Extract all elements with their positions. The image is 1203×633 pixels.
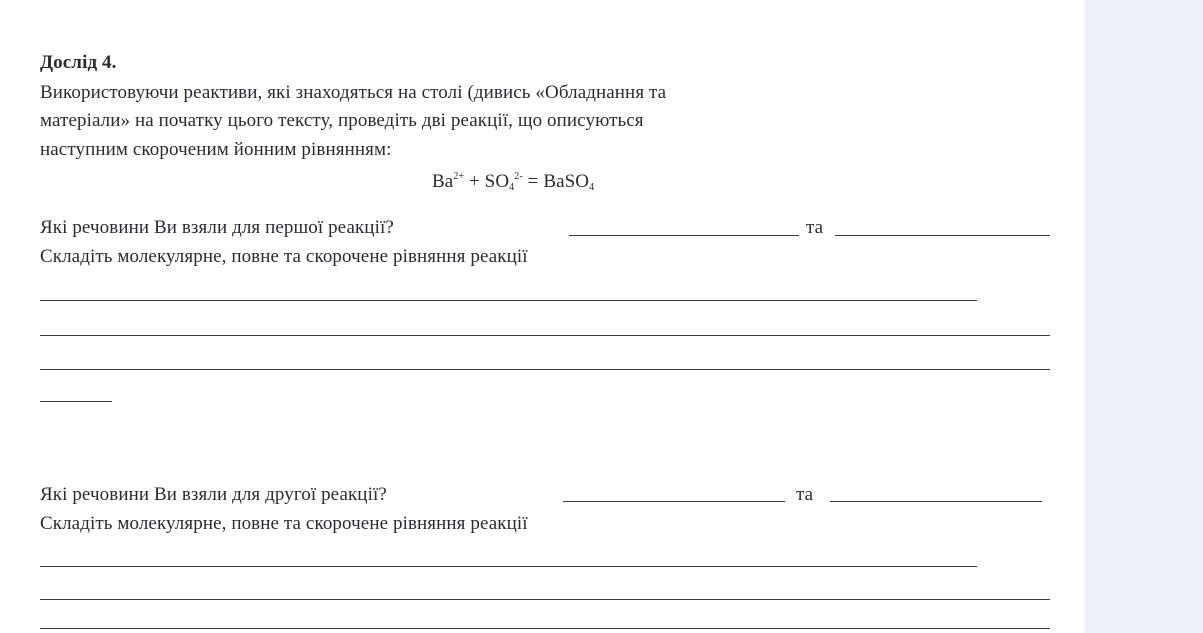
second-reaction-question: Які речовини Ви взяли для другої реакції? [40, 484, 387, 505]
intro-line-1: Використовуючи реактиви, які знаходяться на столі (дивись «Обладнання та [40, 82, 667, 103]
first-reagent-2-blank [835, 235, 1050, 236]
experiment-title: Дослід 4. [40, 52, 117, 73]
second-reaction-and: та [796, 484, 814, 505]
first-reagent-1-blank [569, 235, 799, 236]
second-answer-line-2 [40, 599, 1050, 600]
ionic-equation [432, 166, 594, 199]
equation-sulfate: SO [484, 171, 510, 192]
second-reaction-instruction: Складіть молекулярне, повне та скорочене рівняння реакції [40, 513, 528, 534]
equation-barium: Ba [432, 171, 454, 192]
equation-plus: + [464, 171, 485, 192]
second-reagent-1-blank [563, 501, 785, 502]
first-answer-line-1 [40, 300, 977, 301]
intro-line-3: наступним скороченим йонним рівнянням: [40, 139, 392, 160]
second-reagent-2-blank [830, 501, 1042, 502]
first-answer-line-4 [40, 401, 112, 402]
equation-barium-charge: 2+ [453, 171, 465, 182]
equation-product: BaSO [543, 171, 590, 192]
intro-line-2: матеріали» на початку цього тексту, проведіть дві реакції, що описуються [40, 110, 644, 131]
first-reaction-question: Які речовини Ви взяли для першої реакції? [40, 217, 394, 238]
equation-equals: = [522, 171, 544, 192]
first-answer-line-3 [40, 369, 1050, 370]
equation-sulfate-index: 4 [509, 182, 515, 193]
second-answer-line-1 [40, 566, 977, 567]
first-reaction-and: та [806, 217, 824, 238]
equation-product-index: 4 [589, 182, 595, 193]
first-answer-line-2 [40, 335, 1050, 336]
side-panel [1085, 0, 1203, 633]
first-reaction-instruction: Складіть молекулярне, повне та скорочене рівняння реакції [40, 246, 528, 267]
second-answer-line-3 [40, 628, 1050, 629]
equation-sulfate-charge: 2- [514, 171, 523, 182]
